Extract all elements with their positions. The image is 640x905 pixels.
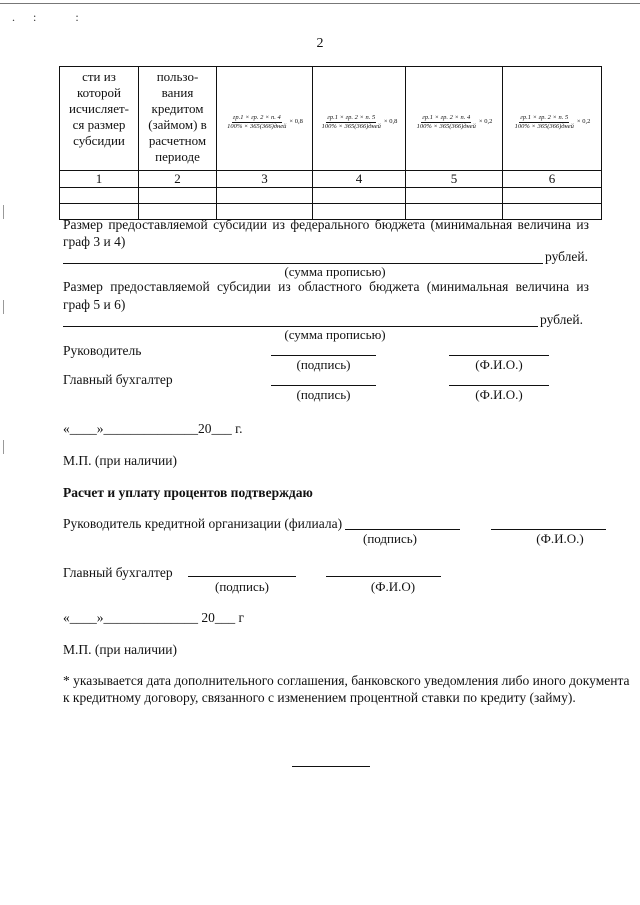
regional-subsidy-text-cont: граф 5 и 6) — [63, 297, 126, 312]
column-number: 4 — [313, 171, 406, 188]
footnote-cont: к кредитному договору, связанного с изменением процентной ставки по кредиту (займу). — [63, 690, 576, 705]
subsidy-table — [59, 66, 602, 220]
confirm-heading: Расчет и уплату процентов подтверждаю — [63, 485, 313, 500]
bank-accountant-name-caption: (Ф.И.О) — [370, 579, 416, 594]
bank-accountant-signature-caption: (подпись) — [215, 579, 269, 594]
top-border-line — [0, 3, 640, 4]
bank-head-signature-caption: (подпись) — [363, 531, 417, 546]
column-number: 2 — [139, 171, 217, 188]
table-cell[interactable] — [217, 188, 313, 204]
header-cell-formula-5: $\frac{гр.1 \times гр. 2 \times п. 4}{\text{100\% × 365(366)дней}}$ × 0,2 — [406, 67, 503, 171]
footnote: * указывается дата дополнительного соглашения, банковского уведомления либо иного документа — [63, 673, 630, 688]
regional-rub-label: рублей. — [540, 312, 584, 327]
header-cell-formula-3: $\frac{гр.1 \times гр. 2 \times п. 4}{\text{100\% × 365(366)дней}}$ × 0,8 — [217, 67, 313, 171]
head-name-caption: (Ф.И.О.) — [475, 357, 523, 372]
accountant-label: Главный бухгалтер — [63, 372, 173, 387]
column-number: 5 — [406, 171, 503, 188]
page-number: 2 — [316, 36, 324, 51]
header-cell-formula-6: $\frac{гр.1 \times гр. 2 \times п. 5}{\text{100\% × 365(366)дней}}$ × 0,2 — [503, 67, 602, 171]
table-cell[interactable] — [139, 188, 217, 204]
bank-accountant-signature-field[interactable] — [188, 576, 296, 577]
end-divider — [292, 766, 370, 767]
bank-stamp-note: М.П. (при наличии) — [63, 642, 177, 657]
bank-accountant-label: Главный бухгалтер — [63, 565, 173, 580]
federal-subsidy-text-cont: граф 3 и 4) — [63, 234, 126, 249]
federal-amount-caption: (сумма прописью) — [284, 264, 386, 279]
table-row — [60, 188, 602, 204]
bank-head-name-caption: (Ф.И.О.) — [536, 531, 584, 546]
regional-amount-caption: (сумма прописью) — [284, 327, 386, 342]
bank-date-field[interactable]: «____»______________ 20___ г — [63, 610, 245, 625]
head-label: Руководитель — [63, 343, 142, 358]
table-cell[interactable] — [60, 188, 139, 204]
bank-head-name-field[interactable] — [491, 529, 606, 530]
margin-mark — [3, 440, 4, 454]
column-number: 6 — [503, 171, 602, 188]
column-number: 3 — [217, 171, 313, 188]
regional-subsidy-text: Размер предоставляемой субсидии из областного бюджета (минимальная величина из — [63, 279, 589, 294]
head-signature-field[interactable] — [271, 355, 376, 356]
date-field[interactable]: «____»______________20___ г. — [63, 421, 243, 436]
federal-rub-label: рублей. — [545, 249, 589, 264]
head-name-field[interactable] — [449, 355, 549, 356]
margin-mark — [3, 300, 4, 314]
table-cell[interactable] — [313, 188, 406, 204]
bank-head-signature-field[interactable] — [345, 529, 460, 530]
header-cell-formula-4: $\frac{гр.1 \times гр. 2 \times п. 5}{\text{100\% × 365(366)дней}}$ × 0,8 — [313, 67, 406, 171]
table-cell[interactable] — [503, 188, 602, 204]
accountant-name-field[interactable] — [449, 385, 549, 386]
stamp-note: М.П. (при наличии) — [63, 453, 177, 468]
accountant-signature-caption: (подпись) — [296, 387, 351, 402]
federal-subsidy-text: Размер предоставляемой субсидии из федерального бюджета (минимальная величина из — [63, 217, 589, 232]
bank-accountant-name-field[interactable] — [326, 576, 441, 577]
table-cell[interactable] — [406, 188, 503, 204]
top-marks: .: : — [12, 10, 97, 24]
accountant-signature-field[interactable] — [271, 385, 376, 386]
bank-head-label: Руководитель кредитной организации (филиала) — [63, 516, 343, 531]
column-number: 1 — [60, 171, 139, 188]
table-row — [60, 171, 602, 188]
header-cell-days: пользо- вания кредитом (займом) в расчетном периоде — [139, 67, 217, 171]
header-cell-rate: сти из которой исчисляет- ся размер субсидии — [60, 67, 139, 171]
table-header-row — [60, 67, 602, 171]
accountant-name-caption: (Ф.И.О.) — [475, 387, 523, 402]
margin-mark — [3, 205, 4, 219]
head-signature-caption: (подпись) — [296, 357, 351, 372]
